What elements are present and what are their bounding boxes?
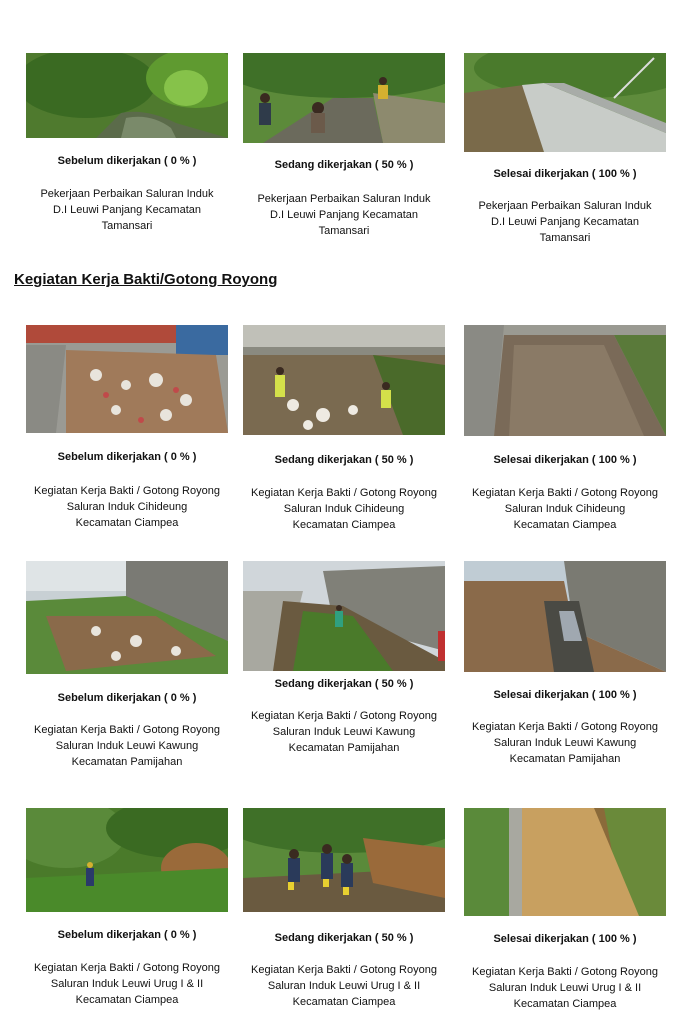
row2-before-desc: Kegiatan Kerja Bakti / Gotong Royong Saluran Induk Cihideung Kecamatan Ciampea <box>34 485 220 529</box>
row3-after-desc: Kegiatan Kerja Bakti / Gotong Royong Saluran Induk Leuwi Kawung Kecamatan Pamijahan <box>472 721 658 765</box>
row3-during-status: Sedang dikerjakan ( 50 % ) <box>274 678 414 690</box>
row4-during-status: Sedang dikerjakan ( 50 % ) <box>274 932 414 944</box>
row1-before-status: Sebelum dikerjakan ( 0 % ) <box>57 155 197 167</box>
row2-during-status: Sedang dikerjakan ( 50 % ) <box>274 454 414 466</box>
section-heading: Kegiatan Kerja Bakti/Gotong Royong <box>14 271 278 288</box>
row2-during-photo <box>243 325 445 435</box>
row3-after-status: Selesai dikerjakan ( 100 % ) <box>493 689 637 701</box>
row3-before-desc: Kegiatan Kerja Bakti / Gotong Royong Saluran Induk Leuwi Kawung Kecamatan Pamijahan <box>34 724 220 768</box>
row3-before-photo <box>26 561 228 674</box>
row2-after-photo <box>464 325 666 436</box>
row4-after-status: Selesai dikerjakan ( 100 % ) <box>493 933 637 945</box>
row1-before-desc: Pekerjaan Perbaikan Saluran Induk D.I Leuwi Panjang Kecamatan Tamansari <box>40 188 214 232</box>
row1-before-photo <box>26 53 228 138</box>
row2-after-status: Selesai dikerjakan ( 100 % ) <box>493 454 637 466</box>
row2-before-photo <box>26 325 228 433</box>
row2-after-desc: Kegiatan Kerja Bakti / Gotong Royong Saluran Induk Cihideung Kecamatan Ciampea <box>472 487 658 531</box>
row2-before-status: Sebelum dikerjakan ( 0 % ) <box>57 451 197 463</box>
row4-after-photo <box>464 808 666 916</box>
row1-during-status: Sedang dikerjakan ( 50 % ) <box>274 159 414 171</box>
row3-before-status: Sebelum dikerjakan ( 0 % ) <box>57 692 197 704</box>
row1-after-photo <box>464 53 666 152</box>
row3-after-photo <box>464 561 666 672</box>
row3-during-desc: Kegiatan Kerja Bakti / Gotong Royong Saluran Induk Leuwi Kawung Kecamatan Pamijahan <box>251 710 437 754</box>
row1-during-photo <box>243 53 445 143</box>
row4-before-photo <box>26 808 228 912</box>
row4-before-desc: Kegiatan Kerja Bakti / Gotong Royong Saluran Induk Leuwi Urug I & II Kecamatan Ciampea <box>34 962 220 1006</box>
row1-after-status: Selesai dikerjakan ( 100 % ) <box>493 168 637 180</box>
row4-during-photo <box>243 808 445 912</box>
row4-after-desc: Kegiatan Kerja Bakti / Gotong Royong Saluran Induk Leuwi Urug I & II Kecamatan Ciampea <box>472 966 658 1010</box>
row3-during-photo <box>243 561 445 671</box>
row1-during-desc: Pekerjaan Perbaikan Saluran Induk D.I Leuwi Panjang Kecamatan Tamansari <box>257 193 431 237</box>
row4-during-desc: Kegiatan Kerja Bakti / Gotong Royong Saluran Induk Leuwi Urug I & II Kecamatan Ciampea <box>251 964 437 1008</box>
row4-before-status: Sebelum dikerjakan ( 0 % ) <box>57 929 197 941</box>
row2-during-desc: Kegiatan Kerja Bakti / Gotong Royong Saluran Induk Cihideung Kecamatan Ciampea <box>251 487 437 531</box>
row1-after-desc: Pekerjaan Perbaikan Saluran Induk D.I Leuwi Panjang Kecamatan Tamansari <box>478 200 652 244</box>
